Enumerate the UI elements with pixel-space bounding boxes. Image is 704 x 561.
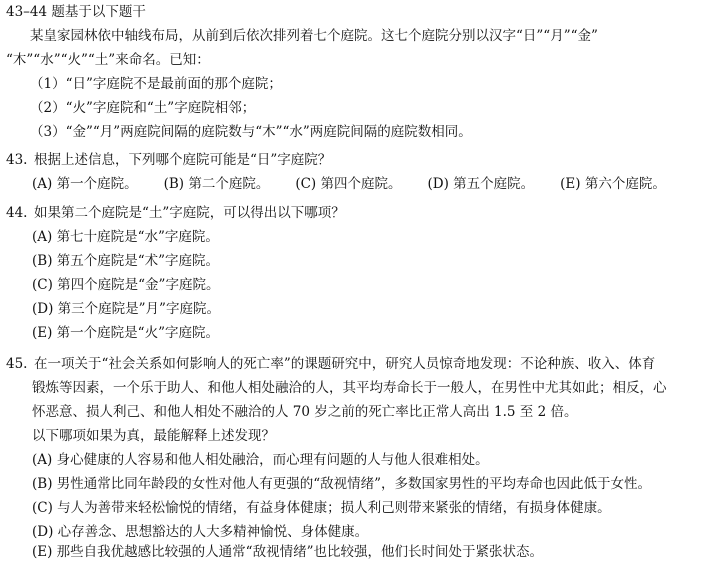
question-44-stem — [6, 201, 345, 225]
question-45-text-line-2: 锻炼等因素，一个乐于助人、和他人相处融洽的人，其平均寿命长于一般人，在男性中尤其如此；相反，心 — [32, 380, 667, 396]
condition-3: （3）“金”“月”两庭院间隔的庭院数与“木”“水”两庭院间隔的庭院数相同。 — [30, 124, 472, 140]
q45-option-a[interactable]: (A) 身心健康的人容易和他人相处融洽，而心理有问题的人与他人很难相处。 — [32, 452, 489, 468]
q44-option-a[interactable]: (A) 第七十庭院是“水”字庭院。 — [32, 229, 219, 245]
passage-line-1: 某皇家园林依中轴线布局，从前到后依次排列着七个庭院。这七个庭院分别以汉字“日”“月”“金” — [30, 28, 598, 44]
q44-option-c[interactable]: (C) 第四个庭院是“金”字庭院。 — [32, 277, 220, 293]
q45-option-e[interactable]: (E) 那些自我优越感比较强的人通常“敌视情绪”也比较强，他们长时间处于紧张状态。 — [32, 544, 543, 560]
q43-option-c[interactable]: (C) 第四个庭院。 — [295, 176, 402, 192]
q44-option-d[interactable]: (D) 第三个庭院是”月”字庭院。 — [32, 301, 220, 317]
question-44-number: 44. — [6, 205, 28, 221]
question-43-number: 43. — [6, 152, 28, 168]
condition-2: （2）“火”字庭院和“土”字庭院相邻； — [30, 100, 256, 116]
passage-line-2: “木”“水”“火”“土”来命名。已知： — [6, 52, 210, 68]
q45-option-d[interactable]: (D) 心存善念、思想豁达的人大多精神愉悦、身体健康。 — [32, 524, 369, 540]
q43-option-b[interactable]: (B) 第二个庭院。 — [163, 176, 270, 192]
condition-1: （1）“日”字庭院不是最前面的那个庭院； — [30, 76, 282, 92]
question-43-stem — [6, 148, 331, 172]
question-43-text: 根据上述信息，下列哪个庭院可能是“日”字庭院？ — [34, 152, 332, 168]
question-43-options — [32, 172, 692, 196]
question-44-text: 如果第二个庭院是“土”字庭院，可以得出以下哪项？ — [34, 205, 345, 221]
q45-option-c[interactable]: (C) 与人为善带来轻松愉悦的情绪，有益身体健康；损人利己则带来紧张的情绪，有损身体健康。 — [32, 500, 611, 516]
q43-option-d[interactable]: (D) 第五个庭院。 — [427, 176, 535, 192]
q44-option-e[interactable]: (E) 第一个庭院是“火”字庭院。 — [32, 325, 219, 341]
question-45-text-line-1: 在一项关于“社会关系如何影响人的死亡率”的课题研究中，研究人员惊奇地发现：不论种族、收入、体育 — [34, 356, 656, 372]
q43-option-a[interactable]: (A) 第一个庭院。 — [32, 176, 138, 192]
question-45-stem — [6, 352, 655, 376]
q44-option-b[interactable]: (B) 第五个庭院是“术”字庭院。 — [32, 253, 220, 269]
question-45-number: 45. — [6, 356, 28, 372]
q45-option-b[interactable]: (B) 男性通常比同年龄段的女性对他人有更强的“敌视情绪”，多数国家男性的平均寿命也因此低于女性。 — [32, 476, 652, 492]
group-header: 43–44 题基于以下题干 — [6, 4, 146, 20]
question-45-prompt: 以下哪项如果为真，最能解释上述发现？ — [32, 428, 275, 444]
question-45-text-line-3: 怀恶意、损人利己、和他人相处不融洽的人 70 岁之前的死亡率比正常人高出 1.5 至 2 倍。 — [32, 404, 578, 420]
q43-option-e[interactable]: (E) 第六个庭院。 — [560, 176, 666, 192]
